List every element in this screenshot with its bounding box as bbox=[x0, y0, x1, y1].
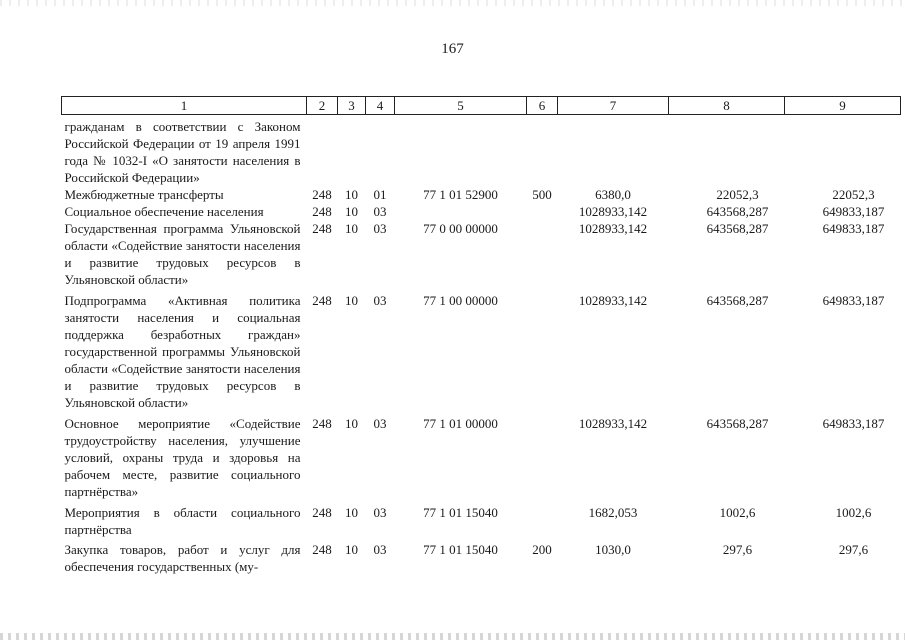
row-c7 bbox=[558, 115, 669, 187]
col-header-5: 5 bbox=[395, 97, 527, 115]
table-row bbox=[62, 203, 901, 220]
row-c2: 248 bbox=[312, 416, 332, 431]
row-name: Закупка товаров, работ и услуг для обеспечения государственных (му- bbox=[64, 542, 301, 574]
row-c4 bbox=[366, 115, 395, 187]
row-c4: 03 bbox=[373, 542, 387, 557]
scan-edge-top bbox=[0, 0, 905, 6]
row-c5: 77 1 01 52900 bbox=[423, 187, 498, 202]
budget-table bbox=[61, 96, 901, 575]
row-c2 bbox=[307, 115, 338, 187]
row-c2: 248 bbox=[312, 505, 332, 520]
row-c6 bbox=[527, 288, 558, 411]
row-c4: 03 bbox=[373, 293, 387, 308]
row-c2: 248 bbox=[312, 221, 332, 236]
row-c5: 77 1 01 15040 bbox=[423, 505, 498, 520]
row-c5: 77 0 00 00000 bbox=[423, 221, 498, 236]
row-c9: 649833,187 bbox=[822, 293, 885, 308]
row-c8: 643568,287 bbox=[706, 293, 769, 308]
col-header-7: 7 bbox=[558, 97, 669, 115]
row-c3: 10 bbox=[345, 542, 358, 557]
col-header-1: 1 bbox=[62, 97, 307, 115]
row-c9: 1002,6 bbox=[835, 505, 872, 520]
row-c2: 248 bbox=[312, 187, 332, 202]
row-c8: 1002,6 bbox=[719, 505, 756, 520]
row-name: Основное мероприятие «Содействие трудоустройству населения, улучшение условий, охраны труда и здоровья на рабочем месте, развитие социального партнёрства» bbox=[64, 416, 301, 499]
col-header-2: 2 bbox=[307, 97, 338, 115]
table-row bbox=[62, 115, 901, 187]
row-c7: 1030,0 bbox=[595, 542, 631, 557]
table-row bbox=[62, 411, 901, 500]
row-name: Государственная программа Ульяновской области «Содействие занятости населения и развитие трудовых ресурсов в Ульяновской области» bbox=[64, 221, 301, 287]
row-c9: 649833,187 bbox=[822, 204, 885, 219]
row-name: Межбюджетные трансферты bbox=[64, 187, 224, 202]
col-header-4: 4 bbox=[366, 97, 395, 115]
row-c9: 649833,187 bbox=[822, 416, 885, 431]
row-c9: 22052,3 bbox=[832, 187, 875, 202]
row-c7: 1028933,142 bbox=[578, 221, 648, 236]
row-c3: 10 bbox=[345, 505, 358, 520]
row-c6 bbox=[527, 203, 558, 220]
row-c3: 10 bbox=[345, 221, 358, 236]
row-c7: 1028933,142 bbox=[578, 416, 648, 431]
row-c7: 1682,053 bbox=[588, 505, 638, 520]
row-c6 bbox=[527, 220, 558, 288]
row-c7: 1028933,142 bbox=[578, 293, 648, 308]
row-c4: 03 bbox=[373, 221, 387, 236]
row-name: Мероприятия в области социального партнёрства bbox=[64, 505, 301, 537]
row-c5 bbox=[395, 203, 527, 220]
col-header-9: 9 bbox=[785, 97, 901, 115]
row-c2: 248 bbox=[312, 204, 332, 219]
table-row bbox=[62, 538, 901, 575]
row-name: Подпрограмма «Активная политика занятости населения и социальная поддержка безработных граждан» государственной программы Ульяновской области «Содействие занятости населения и развитие трудовых ресурсов в Ульяновской области» bbox=[64, 293, 301, 410]
row-c7: 6380,0 bbox=[595, 187, 631, 202]
row-c5: 77 1 01 15040 bbox=[423, 542, 498, 557]
row-c7: 1028933,142 bbox=[578, 204, 648, 219]
col-header-8: 8 bbox=[669, 97, 785, 115]
header-row bbox=[62, 97, 901, 115]
row-c3: 10 bbox=[345, 416, 358, 431]
row-c6 bbox=[527, 500, 558, 538]
row-c4: 03 bbox=[373, 505, 387, 520]
page-number: 167 bbox=[441, 41, 464, 57]
row-c8 bbox=[669, 115, 785, 187]
row-c8: 643568,287 bbox=[706, 204, 769, 219]
row-c6 bbox=[527, 411, 558, 500]
row-c9 bbox=[785, 115, 901, 187]
row-c8: 643568,287 bbox=[706, 416, 769, 431]
row-c8: 22052,3 bbox=[716, 187, 759, 202]
table-row bbox=[62, 186, 901, 203]
col-header-6: 6 bbox=[527, 97, 558, 115]
row-c6: 500 bbox=[532, 187, 552, 202]
row-c5: 77 1 00 00000 bbox=[423, 293, 498, 308]
row-c4: 01 bbox=[373, 187, 387, 202]
table-row bbox=[62, 220, 901, 288]
row-c4: 03 bbox=[373, 416, 387, 431]
row-c3: 10 bbox=[345, 187, 358, 202]
row-c6: 200 bbox=[532, 542, 552, 557]
row-c9: 649833,187 bbox=[822, 221, 885, 236]
table-row bbox=[62, 288, 901, 411]
row-c8: 643568,287 bbox=[706, 221, 769, 236]
row-c2: 248 bbox=[312, 293, 332, 308]
row-c4: 03 bbox=[373, 204, 387, 219]
row-name: гражданам в соответствии с Законом Российской Федерации от 19 апреля 1991 года № 1032-I «О занятости населения в Российской Федерации» bbox=[64, 119, 301, 185]
col-header-3: 3 bbox=[338, 97, 366, 115]
row-c3: 10 bbox=[345, 204, 358, 219]
table-row bbox=[62, 500, 901, 538]
row-c3: 10 bbox=[345, 293, 358, 308]
row-name: Социальное обеспечение населения bbox=[64, 204, 264, 219]
row-c9: 297,6 bbox=[838, 542, 869, 557]
row-c8: 297,6 bbox=[722, 542, 753, 557]
row-c3 bbox=[338, 115, 366, 187]
row-c2: 248 bbox=[312, 542, 332, 557]
row-c5: 77 1 01 00000 bbox=[423, 416, 498, 431]
scan-edge-bottom bbox=[0, 633, 905, 640]
row-c5 bbox=[395, 115, 527, 187]
row-c6 bbox=[527, 115, 558, 187]
